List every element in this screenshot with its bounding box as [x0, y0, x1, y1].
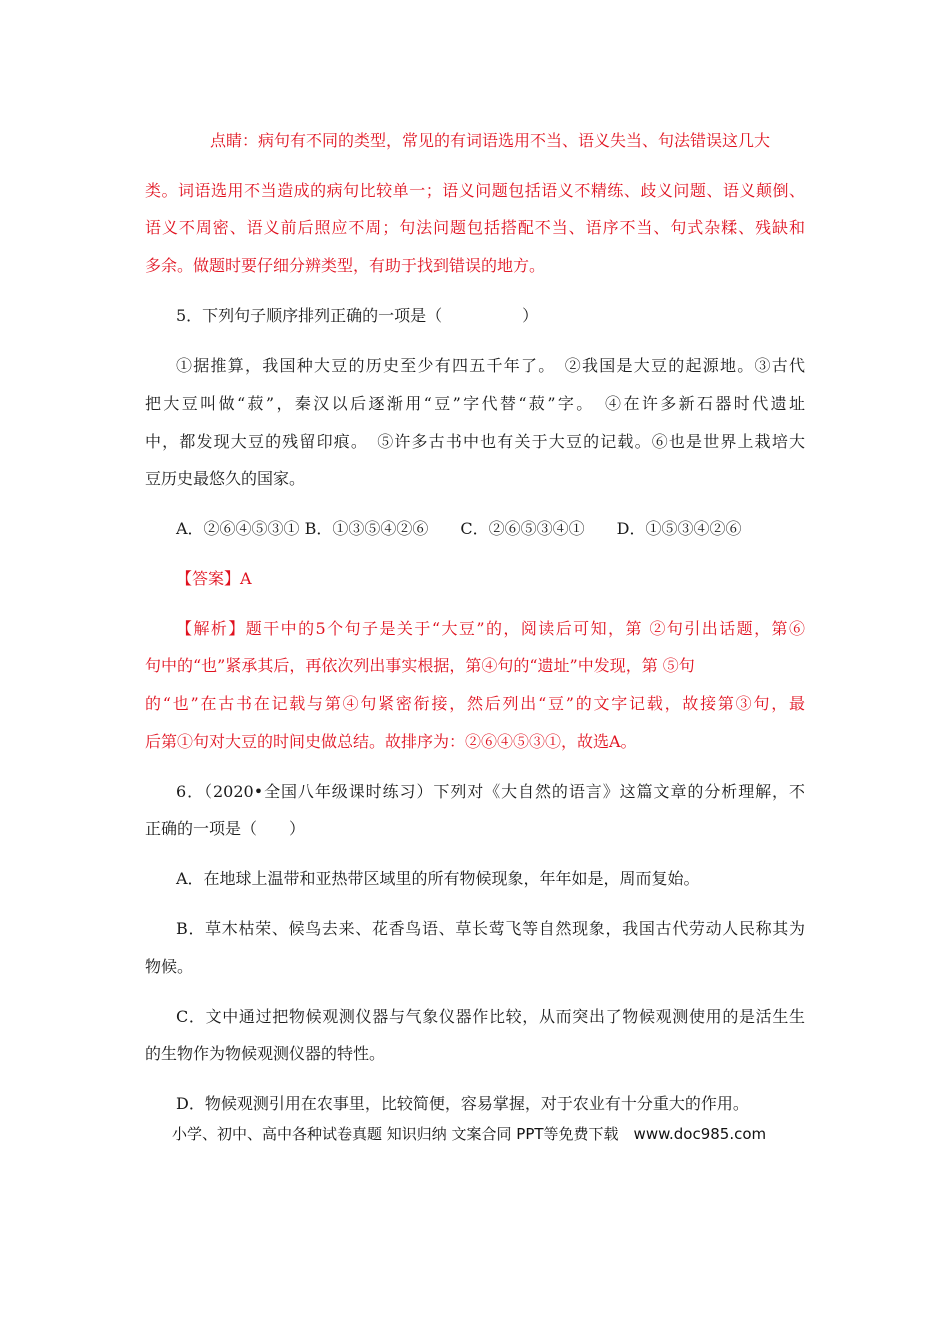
q5-analysis-line-1 — [176, 619, 805, 639]
q5-passage-line-3: 中，都发现大豆的残留印痕。 ⑤许多古书中也有关于大豆的记载。⑥也是世界上栽培大 — [145, 432, 805, 451]
q5-answer — [176, 569, 836, 589]
page-footer: 小学、初中、高中各种试卷真题 知识归纳 文案合同 PPT等免费下载 www.doc985.com — [172, 1125, 767, 1143]
q5-stem: 5．下列句子顺序排列正确的一项是（ ） — [176, 306, 539, 325]
q6-option-b-line-2: 物候。 — [145, 957, 194, 976]
q6-option-a: A．在地球上温带和亚热带区域里的所有物候现象，年年如是，周而复始。 — [176, 869, 700, 888]
q5-analysis-line-4: 后第①句对大豆的时间史做总结。故排序为：②⑥④⑤③①，故选A。 — [145, 732, 637, 751]
q6-option-c-line-1: C．文中通过把物候观测仪器与气象仪器作比较，从而突出了物候观测使用的是活生生 — [176, 1007, 805, 1026]
q5-passage-line-2: 把大豆叫做“菽”，秦汉以后逐渐用“豆”字代替“菽”字。 ④在许多新石器时代遗址 — [145, 394, 805, 413]
q6-option-b-line-1: B．草木枯荣、候鸟去来、花香鸟语、草长莺飞等自然现象，我国古代劳动人民称其为 — [176, 919, 805, 938]
q6-stem-line-2: 正确的一项是（ ） — [145, 819, 306, 838]
tip-line-1: 点睛：病句有不同的类型，常见的有词语选用不当、语义失当、句法错误这几大 — [210, 131, 771, 150]
analysis-text-1: 题干中的5个句子是关于“大豆”的，阅读后可知，第 ②句引出话题，第⑥ — [245, 619, 805, 638]
tip-line-3: 语义不周密、语义前后照应不周；句法问题包括搭配不当、语序不当、句式杂糅、残缺和 — [145, 218, 805, 237]
q5-passage-line-1: ①据推算，我国种大豆的历史至少有四五千年了。 ②我国是大豆的起源地。③古代 — [176, 356, 805, 375]
tip-line-2: 类。词语选用不当造成的病句比较单一；语义问题包括语义不精练、歧义问题、语义颠倒、 — [145, 181, 805, 200]
q5-analysis-line-2: 句中的“也”紧承其后，再依次列出事实根据，第④句的“遗址”中发现，第 ⑤句 — [145, 656, 695, 675]
q5-analysis-line-3: 的“也”在古书在记载与第④句紧密衔接，然后列出“豆”的文字记载，故接第③句，最 — [145, 694, 805, 713]
answer-label: 【答案】 — [176, 569, 241, 588]
q5-options: A．②⑥④⑤③① B．①③⑤④②⑥ C．②⑥⑤③④① D．①⑤③④②⑥ — [176, 519, 742, 538]
analysis-label: 【解析】 — [176, 619, 246, 638]
answer-value: A — [240, 569, 252, 588]
q6-option-d: D．物候观测引用在农事里，比较简便，容易掌握，对于农业有十分重大的作用。 — [176, 1094, 749, 1113]
q6-stem-line-1: 6．（2020•全国八年级课时练习）下列对《大自然的语言》这篇文章的分析理解，不 — [176, 782, 805, 801]
tip-line-4: 多余。做题时要仔细分辨类型，有助于找到错误的地方。 — [145, 256, 546, 275]
q5-passage-line-4: 豆历史最悠久的国家。 — [145, 469, 306, 488]
q6-option-c-line-2: 的生物作为物候观测仪器的特性。 — [145, 1044, 386, 1063]
